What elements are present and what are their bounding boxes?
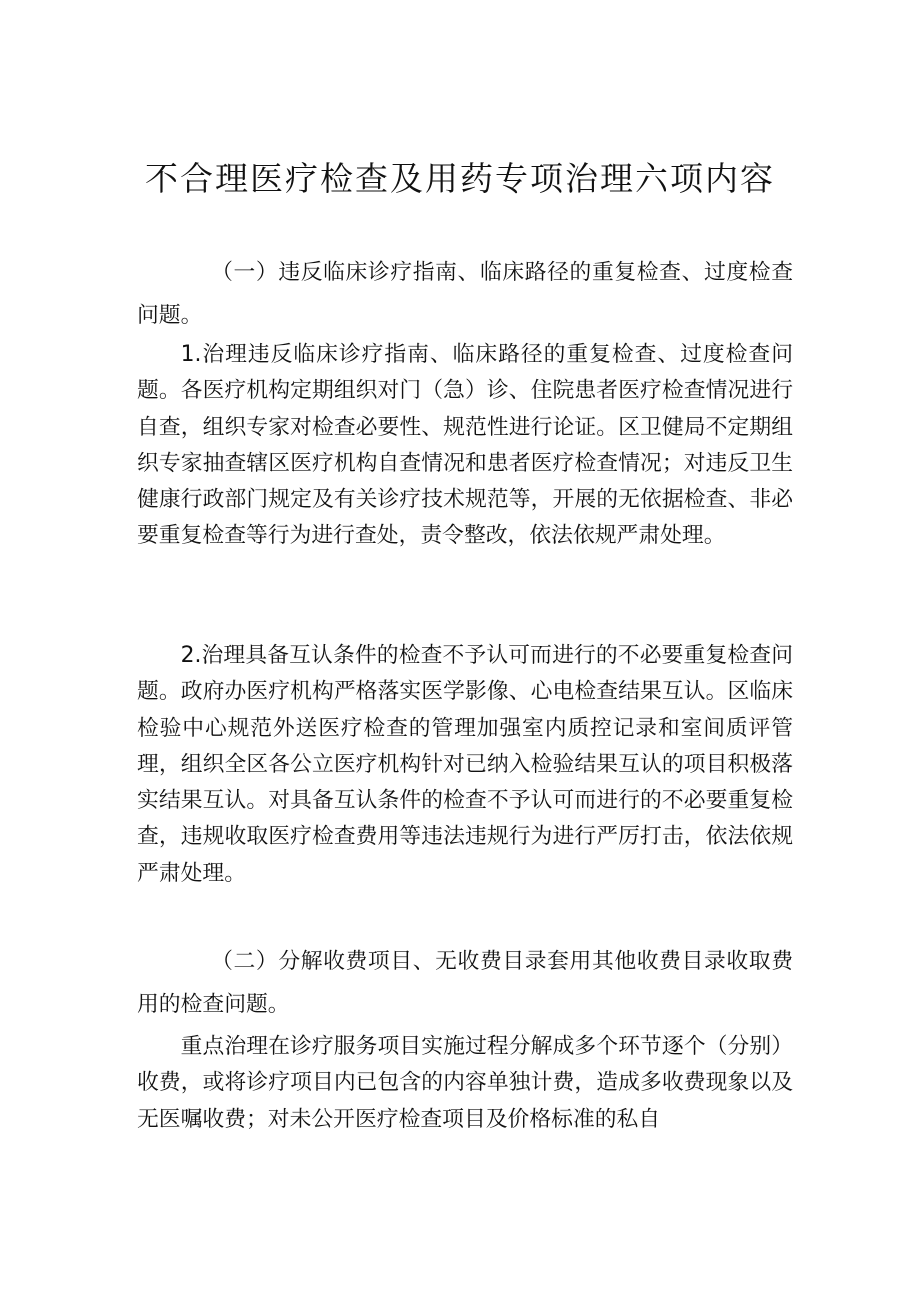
section-1-item-1: 1.治理违反临床诊疗指南、临床路径的重复检查、过度检查问题。各医疗机构定期组织对门（急）诊、住院患者医疗检查情况进行自查，组织专家对检查必要性、规范性进行论证。区卫健局不定期组织专家抽查辖区医疗机构自查情况和患者医疗检查情况；对违反卫生健康行政部门规定及有关诊疗技术规范等，开展的无依据检查、非必要重复检查等行为进行查处，责令整改，依法依规严肃处理。 [137, 342, 793, 549]
section-2-heading: （二）分解收费项目、无收费目录套用其他收费目录收取费用的检查问题。 [137, 949, 793, 1017]
section-2-paragraph: 重点治理在诊疗服务项目实施过程分解成多个环节逐个（分别）收费，或将诊疗项目内已包含的内容单独计费，造成多收费现象以及无医嘱收费；对未公开医疗检查项目及价格标准的私自 [137, 1034, 793, 1132]
section-1-heading: （一）违反临床诊疗指南、临床路径的重复检查、过度检查问题。 [137, 260, 793, 328]
section-1-item-2: 2.治理具备互认条件的检查不予认可而进行的不必要重复检查问题。政府办医疗机构严格落实医学影像、心电检查结果互认。区临床检验中心规范外送医疗检查的管理加强室内质控记录和室间质评管理，组织全区各公立医疗机构针对已纳入检验结果互认的项目积极落实结果互认。对具备互认条件的检查不予认可而进行的不必要重复检查，违规收取医疗检查费用等违法违规行为进行严厉打击，依法依规严肃处理。 [137, 643, 793, 886]
document-title: 不合理医疗检查及用药专项治理六项内容 [145, 159, 775, 198]
